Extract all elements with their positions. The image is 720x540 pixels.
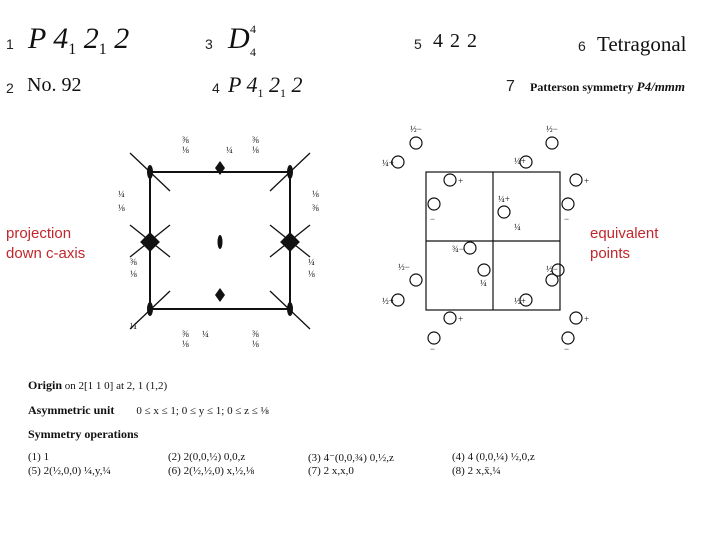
- short-symbol: [228, 72, 303, 101]
- symmetry-op: (7) 2 x,x,0: [308, 465, 354, 477]
- symmetry-op: (5) 2(½,0,0) ¼,y,¼: [28, 465, 111, 477]
- hm-end: 2: [106, 22, 130, 55]
- short-main: P 4: [228, 72, 258, 97]
- height-label: ¼: [480, 278, 487, 288]
- height-label: ¾−: [452, 244, 464, 254]
- equivalent-points-diagram: [378, 120, 603, 355]
- patterson-value: P4/mmm: [636, 79, 686, 94]
- screw-axis-symbol: [147, 165, 153, 179]
- height-label: ½−: [546, 124, 558, 134]
- height-label: ⅛: [252, 145, 259, 155]
- point-circle: [562, 332, 574, 344]
- height-label: ⅜: [252, 329, 259, 339]
- point-circle: [410, 137, 422, 149]
- sign-label: −: [564, 344, 570, 354]
- left-caption-line2: down c-axis: [6, 245, 86, 262]
- symmetry-op: (4) 4 (0,0,¼) ½,0,z: [452, 451, 535, 463]
- sign-label: −: [430, 344, 436, 354]
- asymmetric-unit-line: [28, 401, 269, 419]
- item-number-6: 6: [578, 38, 586, 54]
- symmetry-element-diagram: [112, 125, 337, 360]
- point-circle: [570, 312, 582, 324]
- point-circle: [546, 137, 558, 149]
- item-number-5: 5: [414, 36, 422, 52]
- symmetry-op: (3) 4⁻(0,0,¾) 0,½,z: [308, 452, 394, 464]
- schoenflies-symbol: [228, 22, 250, 56]
- symmetry-op: (1) 1: [28, 451, 50, 463]
- screw-axis-symbol: [218, 235, 223, 249]
- left-caption-line1: projection: [6, 225, 72, 242]
- hm-main: P 4: [28, 22, 69, 55]
- point-circle: [444, 312, 456, 324]
- height-label: ¼+: [382, 158, 394, 168]
- height-label: ¼: [118, 189, 125, 199]
- hm-mid: 2: [76, 22, 99, 55]
- height-label: ⅜: [312, 203, 319, 213]
- point-circle: [546, 274, 558, 286]
- symmetry-ops-label: Symmetry operations: [28, 427, 139, 441]
- item-number-4: 4: [212, 80, 220, 96]
- height-label: ⅜: [182, 329, 189, 339]
- height-label: ¼: [308, 257, 315, 267]
- space-group-number: No. 92: [27, 74, 82, 96]
- screw-axis-symbol: [147, 302, 153, 316]
- schoenflies-base: D: [228, 22, 250, 55]
- crystal-system: Tetragonal: [597, 32, 687, 56]
- symmetry-op: (8) 2 x,x̄,¼: [452, 465, 501, 477]
- origin-label: Origin: [28, 378, 63, 392]
- short-end: 2: [286, 72, 303, 97]
- asym-unit-text: 0 ≤ x ≤ 1; 0 ≤ y ≤ 1; 0 ≤ z ≤ ⅛: [136, 405, 269, 417]
- height-label: ⅛: [182, 339, 189, 349]
- short-sub1: 1: [257, 86, 264, 100]
- symmetry-op: (6) 2(½,½,0) x,½,⅛: [168, 465, 255, 477]
- patterson-label: Patterson symmetry: [530, 80, 637, 94]
- sign-label: +: [584, 176, 590, 186]
- point-circle: [444, 174, 456, 186]
- item-number-2: 2: [6, 80, 14, 96]
- sign-label: −: [430, 214, 436, 224]
- height-label: ½−: [546, 264, 558, 274]
- point-circle: [428, 332, 440, 344]
- point-circle: [570, 174, 582, 186]
- sign-label: +: [458, 314, 464, 324]
- item-number-3: 3: [205, 36, 213, 52]
- point-circle: [464, 242, 476, 254]
- item-number-1: 1: [6, 36, 14, 52]
- height-label: ⅛: [312, 189, 319, 199]
- height-label: ⅛: [252, 339, 259, 349]
- height-label: ⅜: [130, 257, 137, 267]
- left-caption: [6, 224, 85, 264]
- origin-text: on 2[1 1 0] at 2, 1 (1,2): [62, 380, 168, 392]
- point-group: 4 2 2: [433, 30, 478, 52]
- right-caption-line1: equivalent: [590, 225, 659, 242]
- height-label: ⅛: [130, 269, 137, 279]
- item-number-7: 7: [506, 78, 515, 95]
- patterson-symmetry: [530, 79, 685, 95]
- height-label: ½−: [398, 262, 410, 272]
- height-label: ¼+: [498, 194, 510, 204]
- height-label: ¼: [202, 329, 209, 339]
- hermann-mauguin-symbol: [28, 22, 129, 59]
- point-circle: [428, 198, 440, 210]
- sign-label: +: [584, 314, 590, 324]
- height-label: ½−: [410, 124, 422, 134]
- screw-axis-symbol: [287, 165, 293, 179]
- height-label: ⅛: [182, 145, 189, 155]
- height-label: ¼+: [514, 156, 526, 166]
- height-label: ⅜: [182, 135, 189, 145]
- point-circle: [478, 264, 490, 276]
- height-label: ⅛: [118, 203, 125, 213]
- origin-line: [28, 376, 167, 394]
- height-label: ½+: [514, 296, 526, 306]
- schoenflies-sup: 4: [250, 22, 256, 36]
- height-label: ⅛: [308, 269, 315, 279]
- point-circle: [498, 206, 510, 218]
- schoenflies-sub: 4: [250, 45, 256, 59]
- height-label: ¼: [130, 321, 137, 331]
- screw-axis-symbol: [287, 302, 293, 316]
- right-caption-line2: points: [590, 245, 631, 262]
- hm-sub1: 1: [68, 41, 77, 58]
- height-label: ½+: [382, 296, 394, 306]
- twofold-axis-symbol: [215, 288, 225, 302]
- point-circle: [410, 274, 422, 286]
- sign-label: +: [458, 176, 464, 186]
- sign-label: −: [564, 214, 570, 224]
- height-label: ⅜: [252, 135, 259, 145]
- short-sub2: 1: [280, 86, 287, 100]
- asym-unit-label: Asymmetric unit: [28, 403, 115, 417]
- height-label: ¼: [514, 222, 521, 232]
- hm-sub2: 1: [98, 41, 107, 58]
- height-label: ¼: [226, 145, 233, 155]
- point-circle: [562, 198, 574, 210]
- symmetry-op: (2) 2(0,0,½) 0,0,z: [168, 451, 246, 463]
- short-mid: 2: [263, 72, 281, 97]
